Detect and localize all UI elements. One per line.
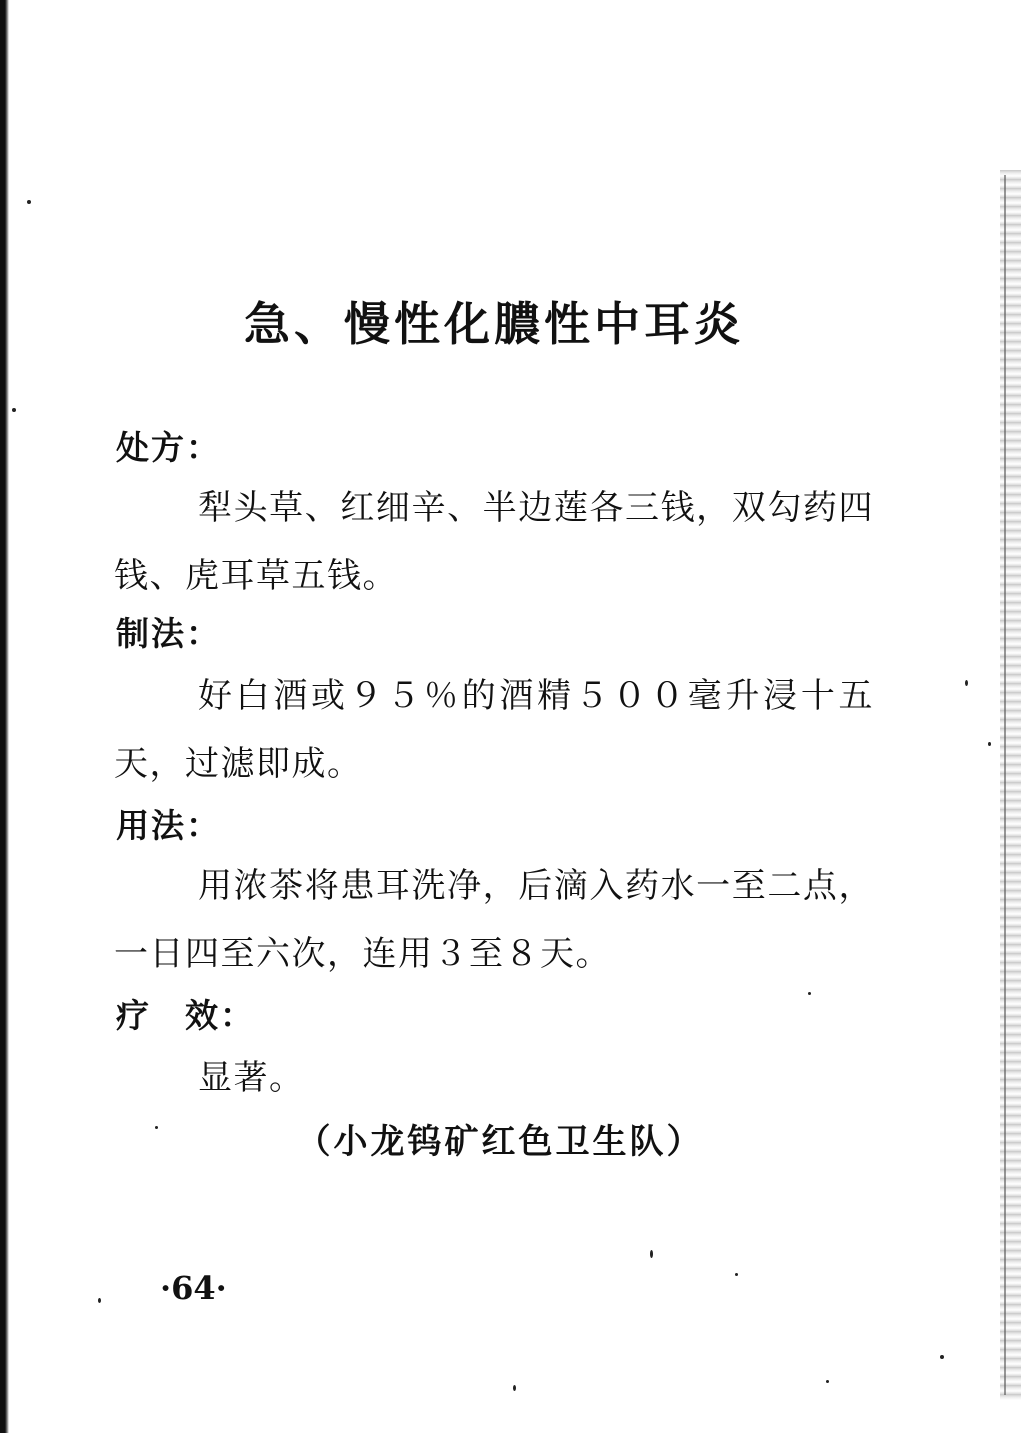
prescription-heading: 处方：: [116, 428, 221, 467]
usage-text: 用浓茶将患耳洗净，后滴入药水一至二点，一日四至六次，连用３至８天。: [114, 866, 874, 974]
scan-speck: [650, 1250, 653, 1258]
scan-speck: [965, 680, 968, 686]
scan-left-edge: [0, 0, 9, 1433]
scan-right-edge-line: [1004, 175, 1006, 1395]
scan-speck: [513, 1385, 516, 1391]
preparation-text: 好白酒或９５％的酒精５００毫升浸十五天，过滤即成。: [114, 676, 874, 784]
page-number: ·64·: [160, 1269, 227, 1307]
scan-speck: [98, 1298, 101, 1303]
scan-speck: [808, 992, 811, 995]
efficacy-heading: [116, 996, 255, 1036]
prescription-text: 犁头草、红细辛、半边莲各三钱，双勾药四钱、虎耳草五钱。: [114, 488, 874, 596]
efficacy-text: 显著。: [198, 1058, 305, 1098]
source-attribution: （小龙钨矿红色卫生队）: [296, 1122, 704, 1162]
scan-speck: [988, 742, 991, 746]
page-title: 急、慢性化膿性中耳炎: [244, 297, 744, 351]
scan-speck: [735, 1273, 738, 1276]
scan-speck: [12, 408, 16, 412]
efficacy-heading-part1: 疗: [116, 996, 185, 1035]
efficacy-heading-part2: 效：: [185, 996, 255, 1035]
scan-speck: [826, 1380, 829, 1383]
scan-speck: [940, 1355, 944, 1359]
scan-speck: [27, 200, 31, 204]
usage-heading: 用法：: [116, 806, 221, 845]
preparation-heading: 制法：: [116, 614, 221, 653]
